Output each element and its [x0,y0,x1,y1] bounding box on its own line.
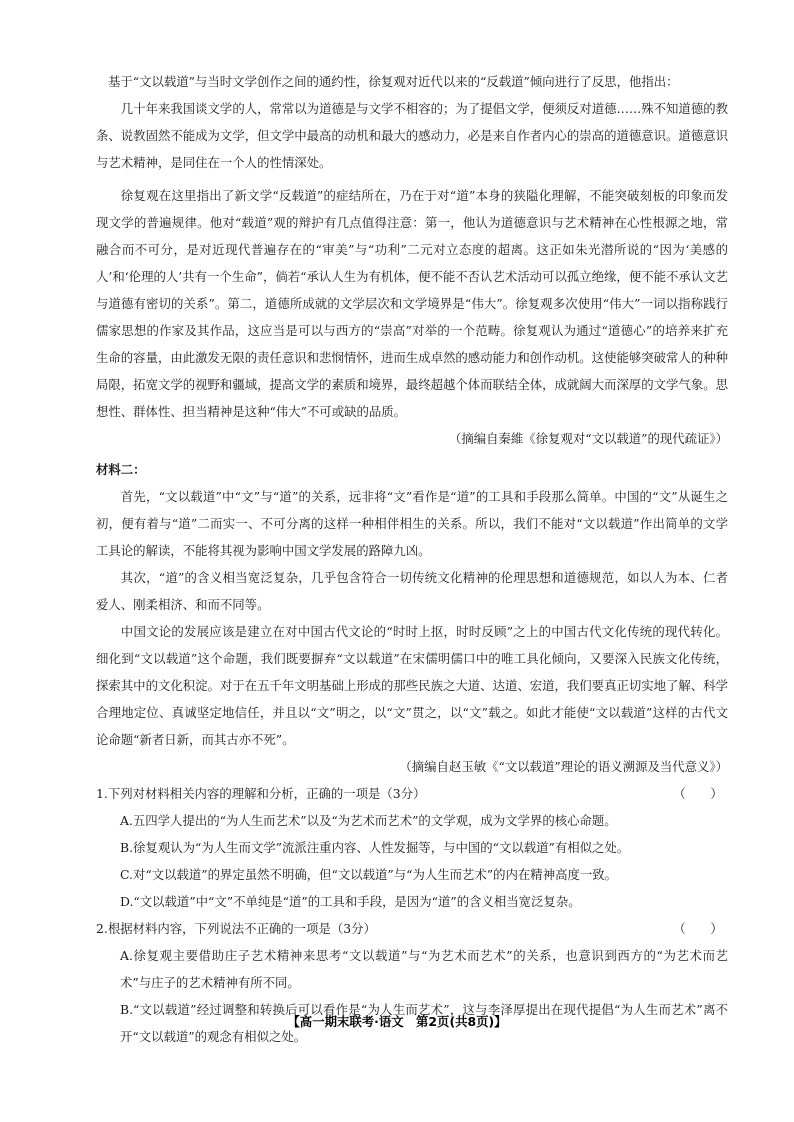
material2-para3: 中国文论的发展应该是建立在对中国古代文论的“时时上抠，时时反顾”之上的中国古代文化传统的现代转化。细化到“文以载道”这个命题，我们既要摒弃“文以载道”在宋儒明儒口中的唯工具化倾向，又要深入民族文化传统，探索其中的文化积淀。对于在五千年文明基础上形成的那些民族之大道、达道、宏道，我们要真正切实地了解、科学合理地定位、真诚坚定地信任，并且以“文”明之，以“文”贯之，以“文”载之。如此才能使“文以载道”这样的古代文论命题“新者日新，而其古亦不死”。 [96,624,728,747]
material1-source: （摘编自秦維《徐复观对“文以载道”的现代疏证》） [448,431,728,446]
question-2-option-b: B.“文以载道”经过调整和转换后可以看作是“为人生而艺术”，这与李泽厚提出在现代提倡“为人生而艺术”离不开“文以载道”的观念有相似之处。 [120,1002,728,1044]
material2-source: （摘编自赵玉敏《“文以载道”理论的语义溯源及当代意义》） [399,759,728,774]
question-1-option-c: C.对“文以载道”的界定虽然不明确，但“文以载道”与“为人生而艺术”的内在精神高度一致。 [120,867,618,882]
page-footer: 【高一期末联考·语文 第2页(共8页)】 [287,1014,507,1029]
material1-quote: 几十年来我国谈文学的人，常常以为道德是与文学不相容的；为了提倡文学，便须反对道德……殊不知道德的教条、说教固然不能成为文学，但文学中最高的动机和最大的感动力，必是来自作者内心的崇高的道德意识。道德意识与艺术精神，是同住在一个人的性情深处。 [96,101,728,170]
material1-intro: 基于“文以载道”与当时文学创作之间的通约性，徐复观对近代以来的“反载道”倾向进行了反思，他指出： [108,74,679,89]
question-1-option-b: B.徐复观认为“为人生而文学”流派注重内容、人性发掘等，与中国的“文以载道”有相似之处。 [120,840,630,855]
material2-heading: 材料二： [96,462,146,477]
material2-para1: 首先，“文以载道”中“文”与“道”的关系，远非将“文”看作是“道”的工具和手段那么简单。中国的“文”从诞生之初，便有着与“道”二而实一、不可分离的这样一种相伴相生的关系。所以，我们不能对“文以载道”作出简单的文学工具论的解读，不能将其视为影响中国文学发展的路障九凶。 [96,489,728,558]
question-1-option-a: A.五四学人提出的“为人生而艺术”以及“为艺术而艺术”的文学观，成为文学界的核心命题。 [120,813,617,828]
question-1-stem: 1.下列对材料相关内容的理解和分析，正确的一项是（3分） （ ） [96,780,728,807]
question-2-option-a: A.徐复观主要借助庄子艺术精神来思考“文以载道”与“为艺术而艺术”的关系，也意识到西方的“为艺术而艺术”与庄子的艺术精神有所不同。 [120,948,728,990]
question-2-stem: 2.根据材料内容，下列说法不正确的一项是（3分） （ ） [96,915,728,942]
material2-para2: 其次，“道”的含义相当宽泛复杂，几乎包含符合一切传统文化精神的伦理思想和道德规范，如以人为本、仁者爱人、刚柔相济、和而不同等。 [96,570,728,612]
material1-analysis: 徐复观在这里指出了新文学“反载道”的症结所在，乃在于对“道”本身的狭隘化理解，不能突破刻板的印象而发现文学的普遍规律。他对“载道”观的辩护有几点值得注意：第一，他认为道德意识与艺术精神在心性根源之地，常融合而不可分，是对近现代普遍存在的“审美”与“功利”二元对立态度的超离。这正如朱光潜所说的“因为‘美感的人’和‘伦理的人’共有一个生命”，倘若“承认人生为有机体，便不能不否认艺术活动可以孤立绝缘，便不能不承认文艺与道德有密切的关系”。第二，道德所成就的文学层次和文学境界是“伟大”。徐复观多次使用“伟大”一词以指称践行儒家思想的作家及其作品，这应当是可以与西方的“崇高”对举的一个范畴。徐复观认为通过“道德心”的培养来扩充生命的容量，由此激发无限的责任意识和悲悯情怀，进而生成卓然的感动能力和创作动机。这使能够突破常人的种种局限，拓宽文学的视野和疆域，提高文学的素质和境界，最终超越个体而联结全体，成就阔大而深厚的文学气象。思想性、群体性、担当精神是这种“伟大”不可或缺的品质。 [96,188,728,419]
question-1-option-d: D.“文以载道”中“文”不单纯是“道”的工具和手段，是因为“道”的含义相当宽泛复杂。 [120,894,581,909]
answer-blank[interactable]: （ ） [673,786,723,801]
answer-blank[interactable]: （ ） [673,921,723,936]
